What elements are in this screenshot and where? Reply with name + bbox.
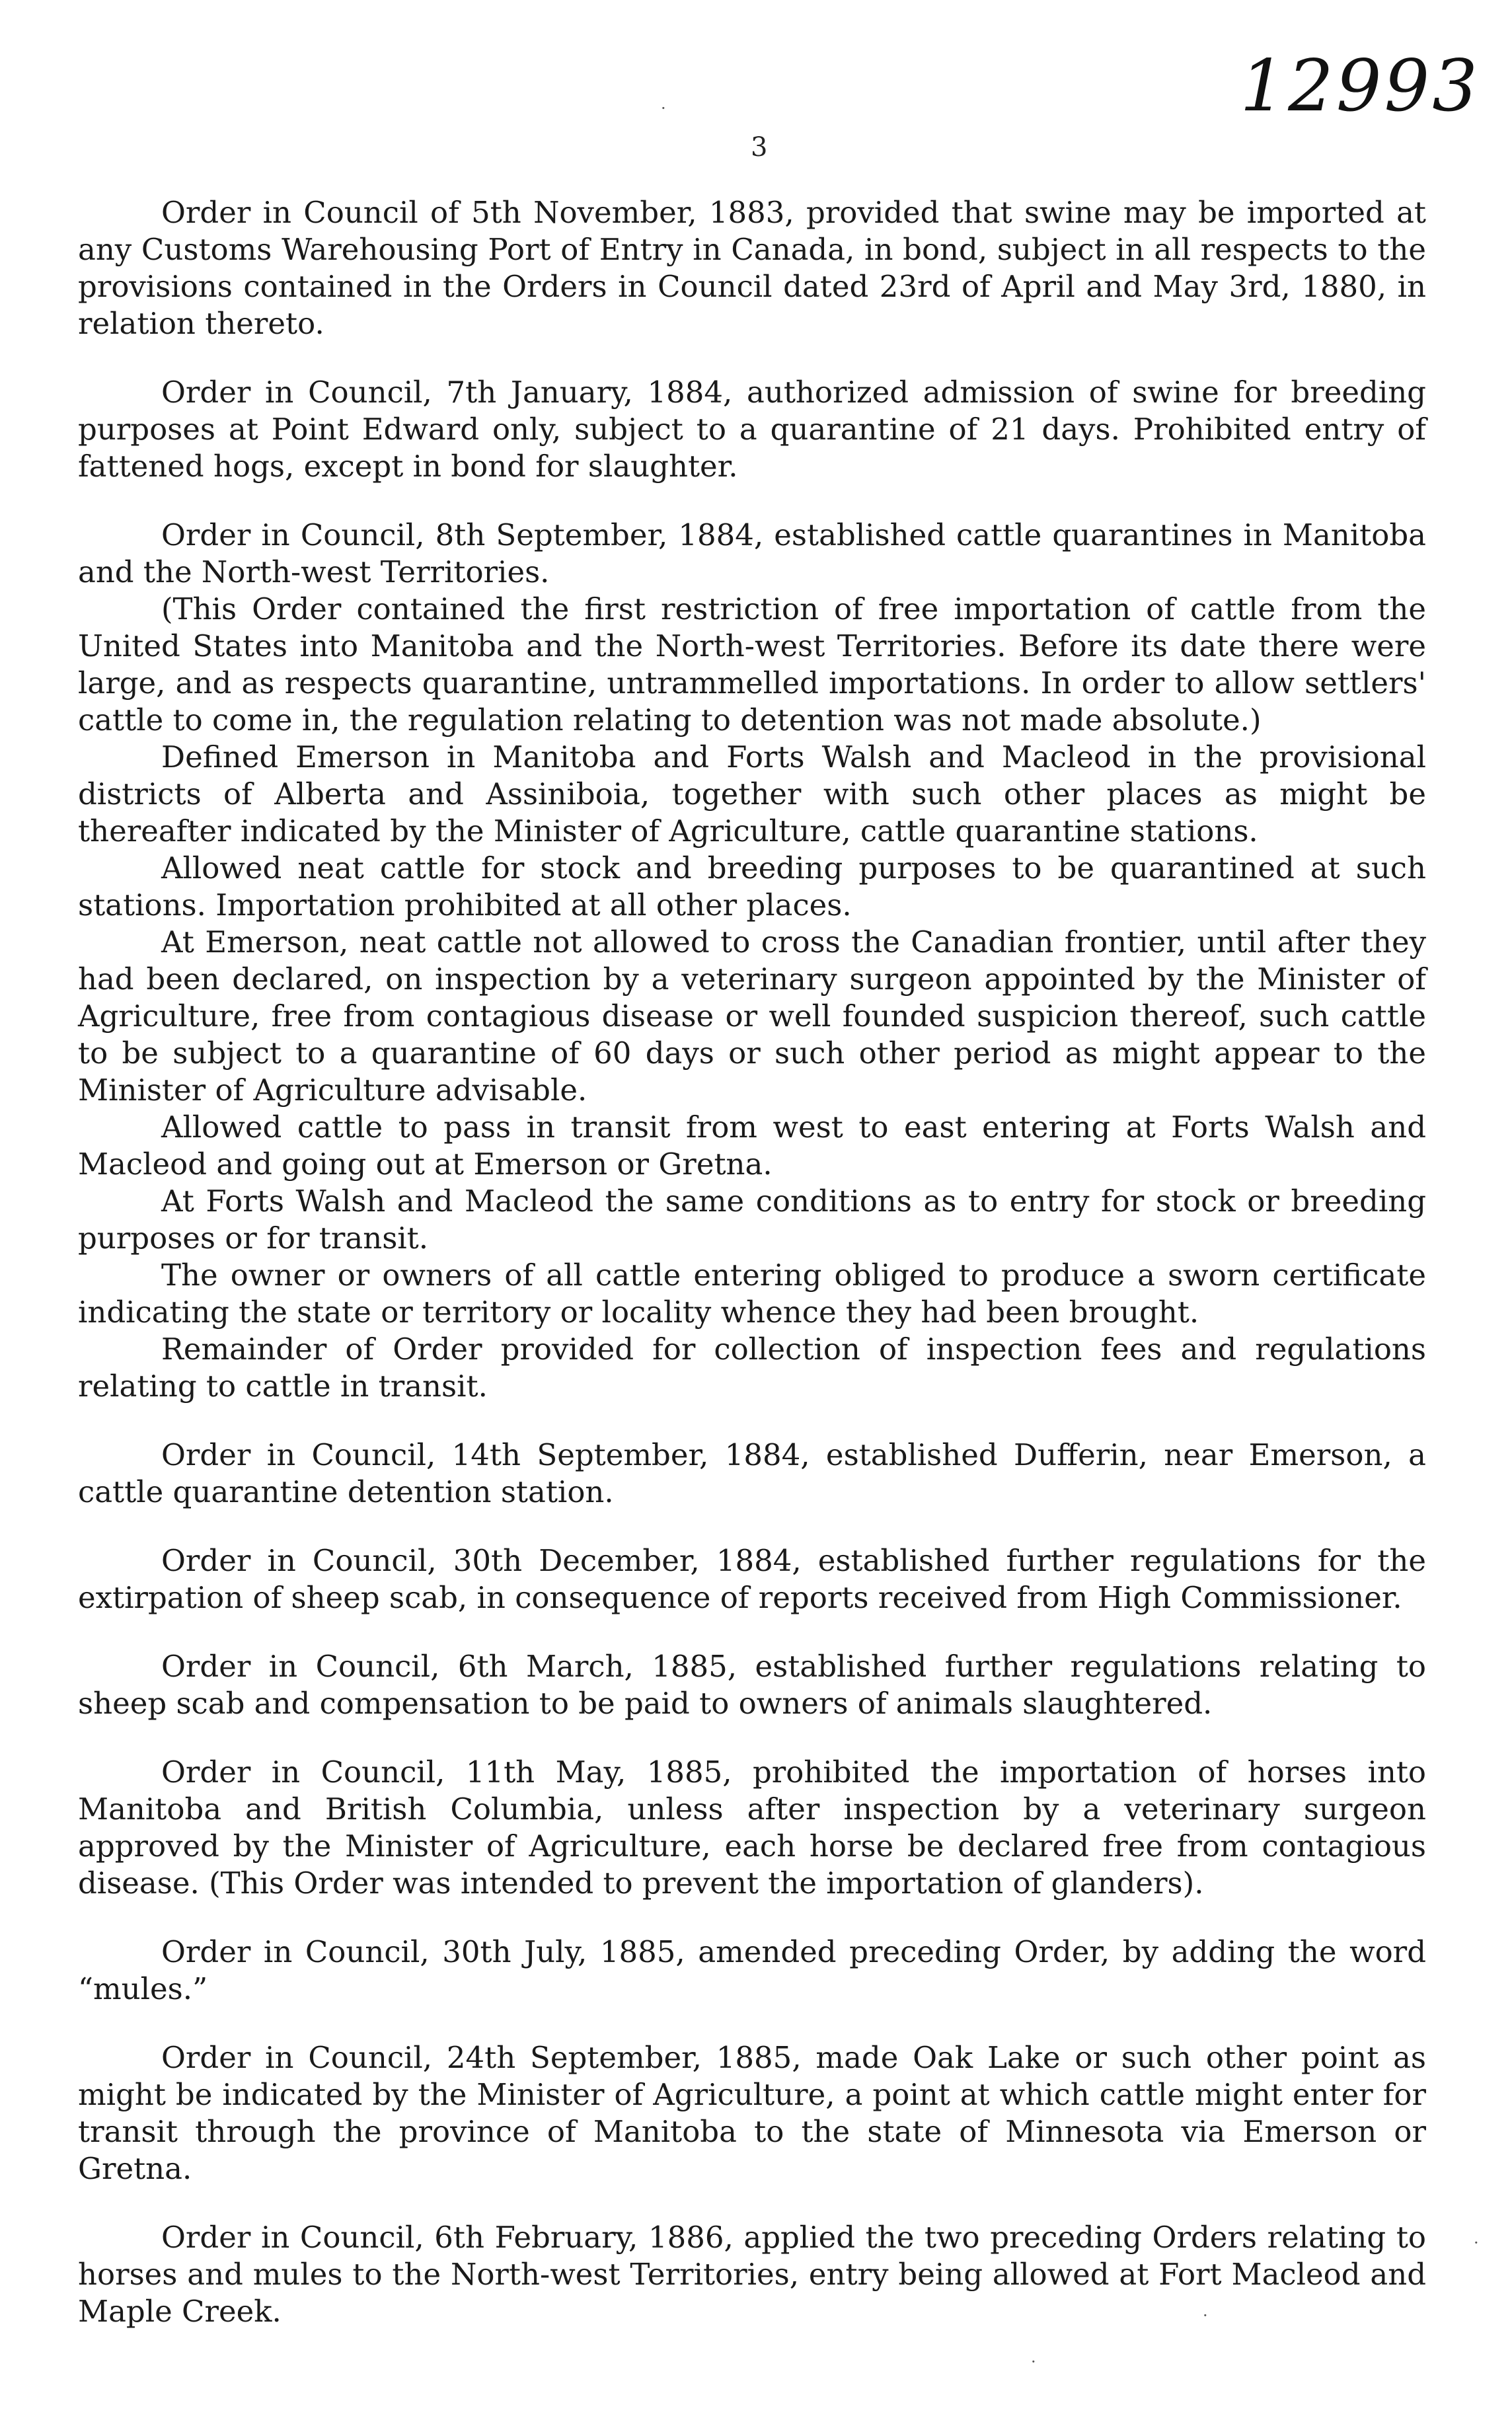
paragraph-swine-breeding-1884: Order in Council, 7th January, 1884, authorized admission of swine for breeding purposes at Point Edward only, subject to a quarantine of 21 days. Prohibited entry of fattened hogs, except in bond for slaughter. — [78, 375, 1426, 484]
paragraph-cattle-quarantine-1884: Order in Council, 8th September, 1884, established cattle quarantines in Manitoba and the North-west Territories. — [78, 517, 1426, 589]
paragraph-forts-conditions: At Forts Walsh and Macleod the same conditions as to entry for stock or breeding purposes or for transit. — [78, 1184, 1426, 1256]
print-speck: · — [1474, 2234, 1479, 2252]
paragraph-north-west-horses: Order in Council, 6th February, 1886, applied the two preceding Orders relating to horses and mules to the North-west Territories, entry being allowed at Fort Macleod and Maple Creek. — [78, 2220, 1426, 2329]
paragraph-oak-lake-transit: Order in Council, 24th September, 1885, made Oak Lake or such other point as might be indicated by the Minister of Agriculture, a point at which cattle might enter for transit through the province of Manitoba to the state of Minnesota via Emerson or Gretna. — [78, 2040, 1426, 2186]
paragraph-sworn-certificate: The owner or owners of all cattle entering obliged to produce a sworn certificate indicating the state or territory or locality whence they had been brought. — [78, 1258, 1426, 1330]
paragraph-transit-west-east: Allowed cattle to pass in transit from west to east entering at Forts Walsh and Macleod and going out at Emerson or Gretna. — [78, 1110, 1426, 1182]
paragraph-inspection-fees: Remainder of Order provided for collection of inspection fees and regulations relating to cattle in transit. — [78, 1332, 1426, 1404]
paragraph-swine-import-1883: Order in Council of 5th November, 1883, provided that swine may be imported at any Customs Warehousing Port of Entry in Canada, in bond, subject in all respects to the provisions contained in the Orders in Council dated 23rd of April and May 3rd, 1880, in relation thereto. — [78, 195, 1426, 341]
document-number-stamp: 12993 — [1240, 45, 1480, 128]
paragraph-horses-import-1885: Order in Council, 11th May, 1885, prohibited the importation of horses into Manitoba and British Columbia, unless after inspection by a veterinary surgeon approved by the Minister of Agriculture, each horse be declared free from contagious disease. (This Order was intended to prevent the importation of glanders). — [78, 1755, 1426, 1901]
paragraph-defined-stations: Defined Emerson in Manitoba and Forts Walsh and Macleod in the provisional districts of Alberta and Assiniboia, together with such other places as might be thereafter indicated by the Minister of Agriculture, cattle quarantine stations. — [78, 739, 1426, 849]
print-speck: · — [1203, 2306, 1208, 2325]
document-body — [78, 194, 1426, 2330]
paragraph-restriction-note: (This Order contained the first restriction of free importation of cattle from the United States into Manitoba and the North-west Territories. Before its date there were large, and as respects quarantine, untrammelled importations. In order to allow settlers' cattle to come in, the regulation relating to detention was not made absolute.) — [78, 591, 1426, 738]
paragraph-mules-amendment: Order in Council, 30th July, 1885, amended preceding Order, by adding the word “mules.” — [78, 1934, 1426, 2006]
print-speck: · — [1031, 2353, 1036, 2371]
paragraph-sheep-scab-1884: Order in Council, 30th December, 1884, established further regulations for the extirpation of sheep scab, in consequence of reports received from High Commissioner. — [78, 1543, 1426, 1615]
paragraph-neat-cattle-stations: Allowed neat cattle for stock and breeding purposes to be quarantined at such stations. Importation prohibited at all other places. — [78, 851, 1426, 923]
page-number: 3 — [751, 132, 768, 163]
paragraph-emerson-inspection: At Emerson, neat cattle not allowed to cross the Canadian frontier, until after they had been declared, on inspection by a veterinary surgeon appointed by the Minister of Agriculture, free from contagious disease or well founded suspicion thereof, such cattle to be subject to a quarantine of 60 days or such other period as might appear to the Minister of Agriculture advisable. — [78, 925, 1426, 1108]
print-speck: · — [661, 99, 666, 118]
paragraph-sheep-scab-1885: Order in Council, 6th March, 1885, established further regulations relating to sheep scab and compensation to be paid to owners of animals slaughtered. — [78, 1649, 1426, 1721]
paragraph-dufferin-station: Order in Council, 14th September, 1884, established Dufferin, near Emerson, a cattle quarantine detention station. — [78, 1437, 1426, 1509]
